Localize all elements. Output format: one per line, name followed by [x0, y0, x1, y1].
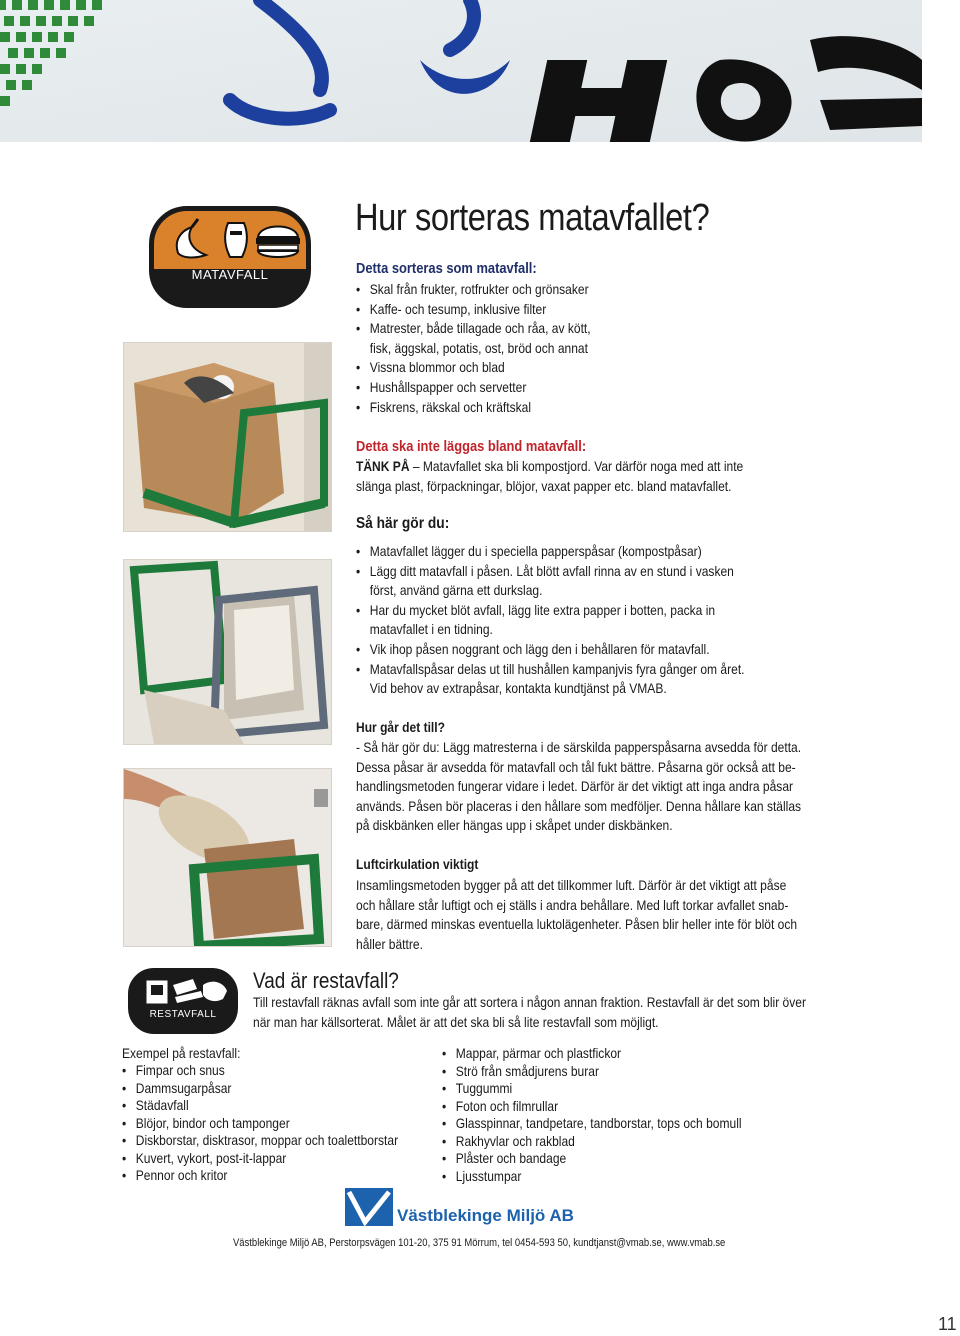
rest-intro-line: när man har källsorterat. Målet är att det ska bli så lite restavfall som möjligt. — [253, 1013, 659, 1030]
process-line: på diskbänken eller hängas upp i skåpet under diskbänken. — [356, 817, 673, 834]
list-item: • Vik ihop påsen noggrant och lägg den i behållaren för matavfall. — [356, 640, 745, 660]
list-item: • Hushållspapper och servetter — [356, 378, 591, 398]
sort-list — [356, 280, 591, 417]
list-item: • Dammsugarpåsar — [122, 1080, 398, 1098]
air-text — [356, 876, 797, 954]
process-text — [356, 738, 801, 836]
restavfall-badge — [128, 968, 238, 1034]
rest-list-right — [442, 1045, 742, 1185]
not-heading: Detta ska inte läggas bland matavfall: — [356, 438, 587, 455]
rest-list-left — [122, 1062, 398, 1185]
vmab-logo-icon — [345, 1188, 393, 1226]
list-item-continuation: Vid behov av extrapåsar, kontakta kundtjänst på VMAB. — [369, 680, 667, 697]
air-line: och hållare står luftigt och ej ställs i andra behållare. Med luft torkar avfallet snab- — [356, 896, 789, 913]
sort-heading: Detta sorteras som matavfall: — [356, 260, 537, 277]
waste-items-icon — [131, 971, 235, 1011]
list-item: • Matrester, både tillagade och råa, av kött, — [356, 319, 591, 339]
list-item: • Kuvert, vykort, post-it-lappar — [122, 1150, 398, 1168]
not-lead: TÄNK PÅ — [356, 458, 410, 474]
list-item: • Rakhyvlar och rakblad — [442, 1133, 742, 1151]
list-item: • Foton och filmrullar — [442, 1098, 742, 1116]
list-item: • Blöjor, bindor och tamponger — [122, 1115, 398, 1133]
compost-bag-photo-2 — [123, 559, 332, 745]
list-item: • Pennor och kritor — [122, 1167, 398, 1185]
process-heading: Hur går det till? — [356, 719, 445, 735]
list-item: • Ljusstumpar — [442, 1168, 742, 1186]
list-item: • Matavfallspåsar delas ut till hushållen kampanjvis fyra gånger om året. — [356, 660, 745, 680]
logo-name: Västblekinge Miljö AB — [397, 1206, 574, 1225]
list-item: • Lägg ditt matavfall i påsen. Låt blött avfall rinna av en stund i vasken — [356, 562, 745, 582]
list-item: • Skal från frukter, rotfrukter och grönsaker — [356, 280, 591, 300]
process-line: Dessa påsar är avsedda för matavfall och tål fukt bättre. Påsarna gör också att be- — [356, 758, 796, 775]
list-item: • Tuggummi — [442, 1080, 742, 1098]
rest-intro — [253, 993, 806, 1032]
list-item-continuation: matavfallet i en tidning. — [369, 621, 493, 638]
rest-intro-line: Till restavfall räknas avfall som inte går att sortera i någon annan fraktion. Restavfall är det som blir över — [253, 994, 806, 1010]
rest-title: Vad är restavfall? — [253, 968, 399, 993]
list-item-continuation: först, använd gärna ett durkslag. — [369, 582, 543, 599]
list-item-continuation: fisk, äggskal, potatis, ost, bröd och annat — [369, 339, 588, 356]
process-line: - Så här gör du: Lägg matresterna i de särskilda papperspåsarna avsedda för detta. — [356, 739, 802, 755]
not-line-1 — [356, 457, 743, 477]
not-line-1-text: – Matavfallet ska bli kompostjord. Var därför noga med att inte — [409, 458, 744, 474]
list-item: • Plåster och bandage — [442, 1150, 742, 1168]
list-item: • Fiskrens, räkskal och kräftskal — [356, 398, 591, 418]
list-item: • Vissna blommor och blad — [356, 358, 591, 378]
list-item: • Städavfall — [122, 1097, 398, 1115]
list-item: • Har du mycket blöt avfall, lägg lite extra papper i botten, packa in — [356, 601, 745, 621]
not-line-2: slänga plast, förpackningar, blöjor, vaxat papper etc. bland matavfallet. — [356, 478, 732, 494]
page-title: Hur sorteras matavfallet? — [355, 197, 710, 239]
compost-bag-photo-1 — [123, 342, 332, 532]
how-heading: Så här gör du: — [356, 515, 450, 532]
list-item: • Glasspinnar, tandpetare, tandborstar, tops och bomull — [442, 1115, 742, 1133]
rest-examples-heading: Exempel på restavfall: — [122, 1045, 241, 1061]
list-item: • Mappar, pärmar och plastfickor — [442, 1045, 742, 1063]
list-item: • Diskborstar, disktrasor, moppar och toalettborstar — [122, 1132, 398, 1150]
list-item: • Kaffe- och tesump, inklusive filter — [356, 300, 591, 320]
air-line: håller bättre. — [356, 935, 423, 952]
footer-address: Västblekinge Miljö AB, Perstorpsvägen 101-20, 375 91 Mörrum, tel 0454-593 50, kundtjanst@vmab.se, www.vmab.se — [233, 1237, 726, 1249]
air-line: Insamlingsmetoden bygger på att det tillkommer luft. Därför är det viktigt att påse — [356, 877, 787, 893]
matavfall-badge — [149, 206, 311, 308]
list-item: • Strö från smådjurens burar — [442, 1063, 742, 1081]
list-item: • Matavfallet lägger du i speciella papperspåsar (kompostpåsar) — [356, 542, 745, 562]
air-line: bare, därmed minskas eventuella luktolägenheter. Påsen blir heller inte för blöt och — [356, 916, 798, 933]
banana-apple-burger-icon — [154, 211, 306, 269]
process-line: handlingsmetoden fungerar vidare i ledet. Därför är det viktigt att inga andra påsar — [356, 778, 794, 795]
list-item: • Fimpar och snus — [122, 1062, 398, 1080]
compost-bag-photo-3 — [123, 768, 332, 947]
hero-banner-image — [0, 0, 922, 142]
how-list — [356, 542, 745, 699]
process-line: används. Påsen bör placeras i den hållare som medföljer. Denna hållare kan ställas — [356, 797, 802, 814]
badge-label: RESTAVFALL — [149, 1009, 217, 1020]
badge-label: MATAVFALL — [191, 267, 269, 282]
page-number: 11 — [938, 1314, 957, 1334]
vmab-logo — [345, 1188, 585, 1228]
air-heading: Luftcirkulation viktigt — [356, 856, 479, 872]
